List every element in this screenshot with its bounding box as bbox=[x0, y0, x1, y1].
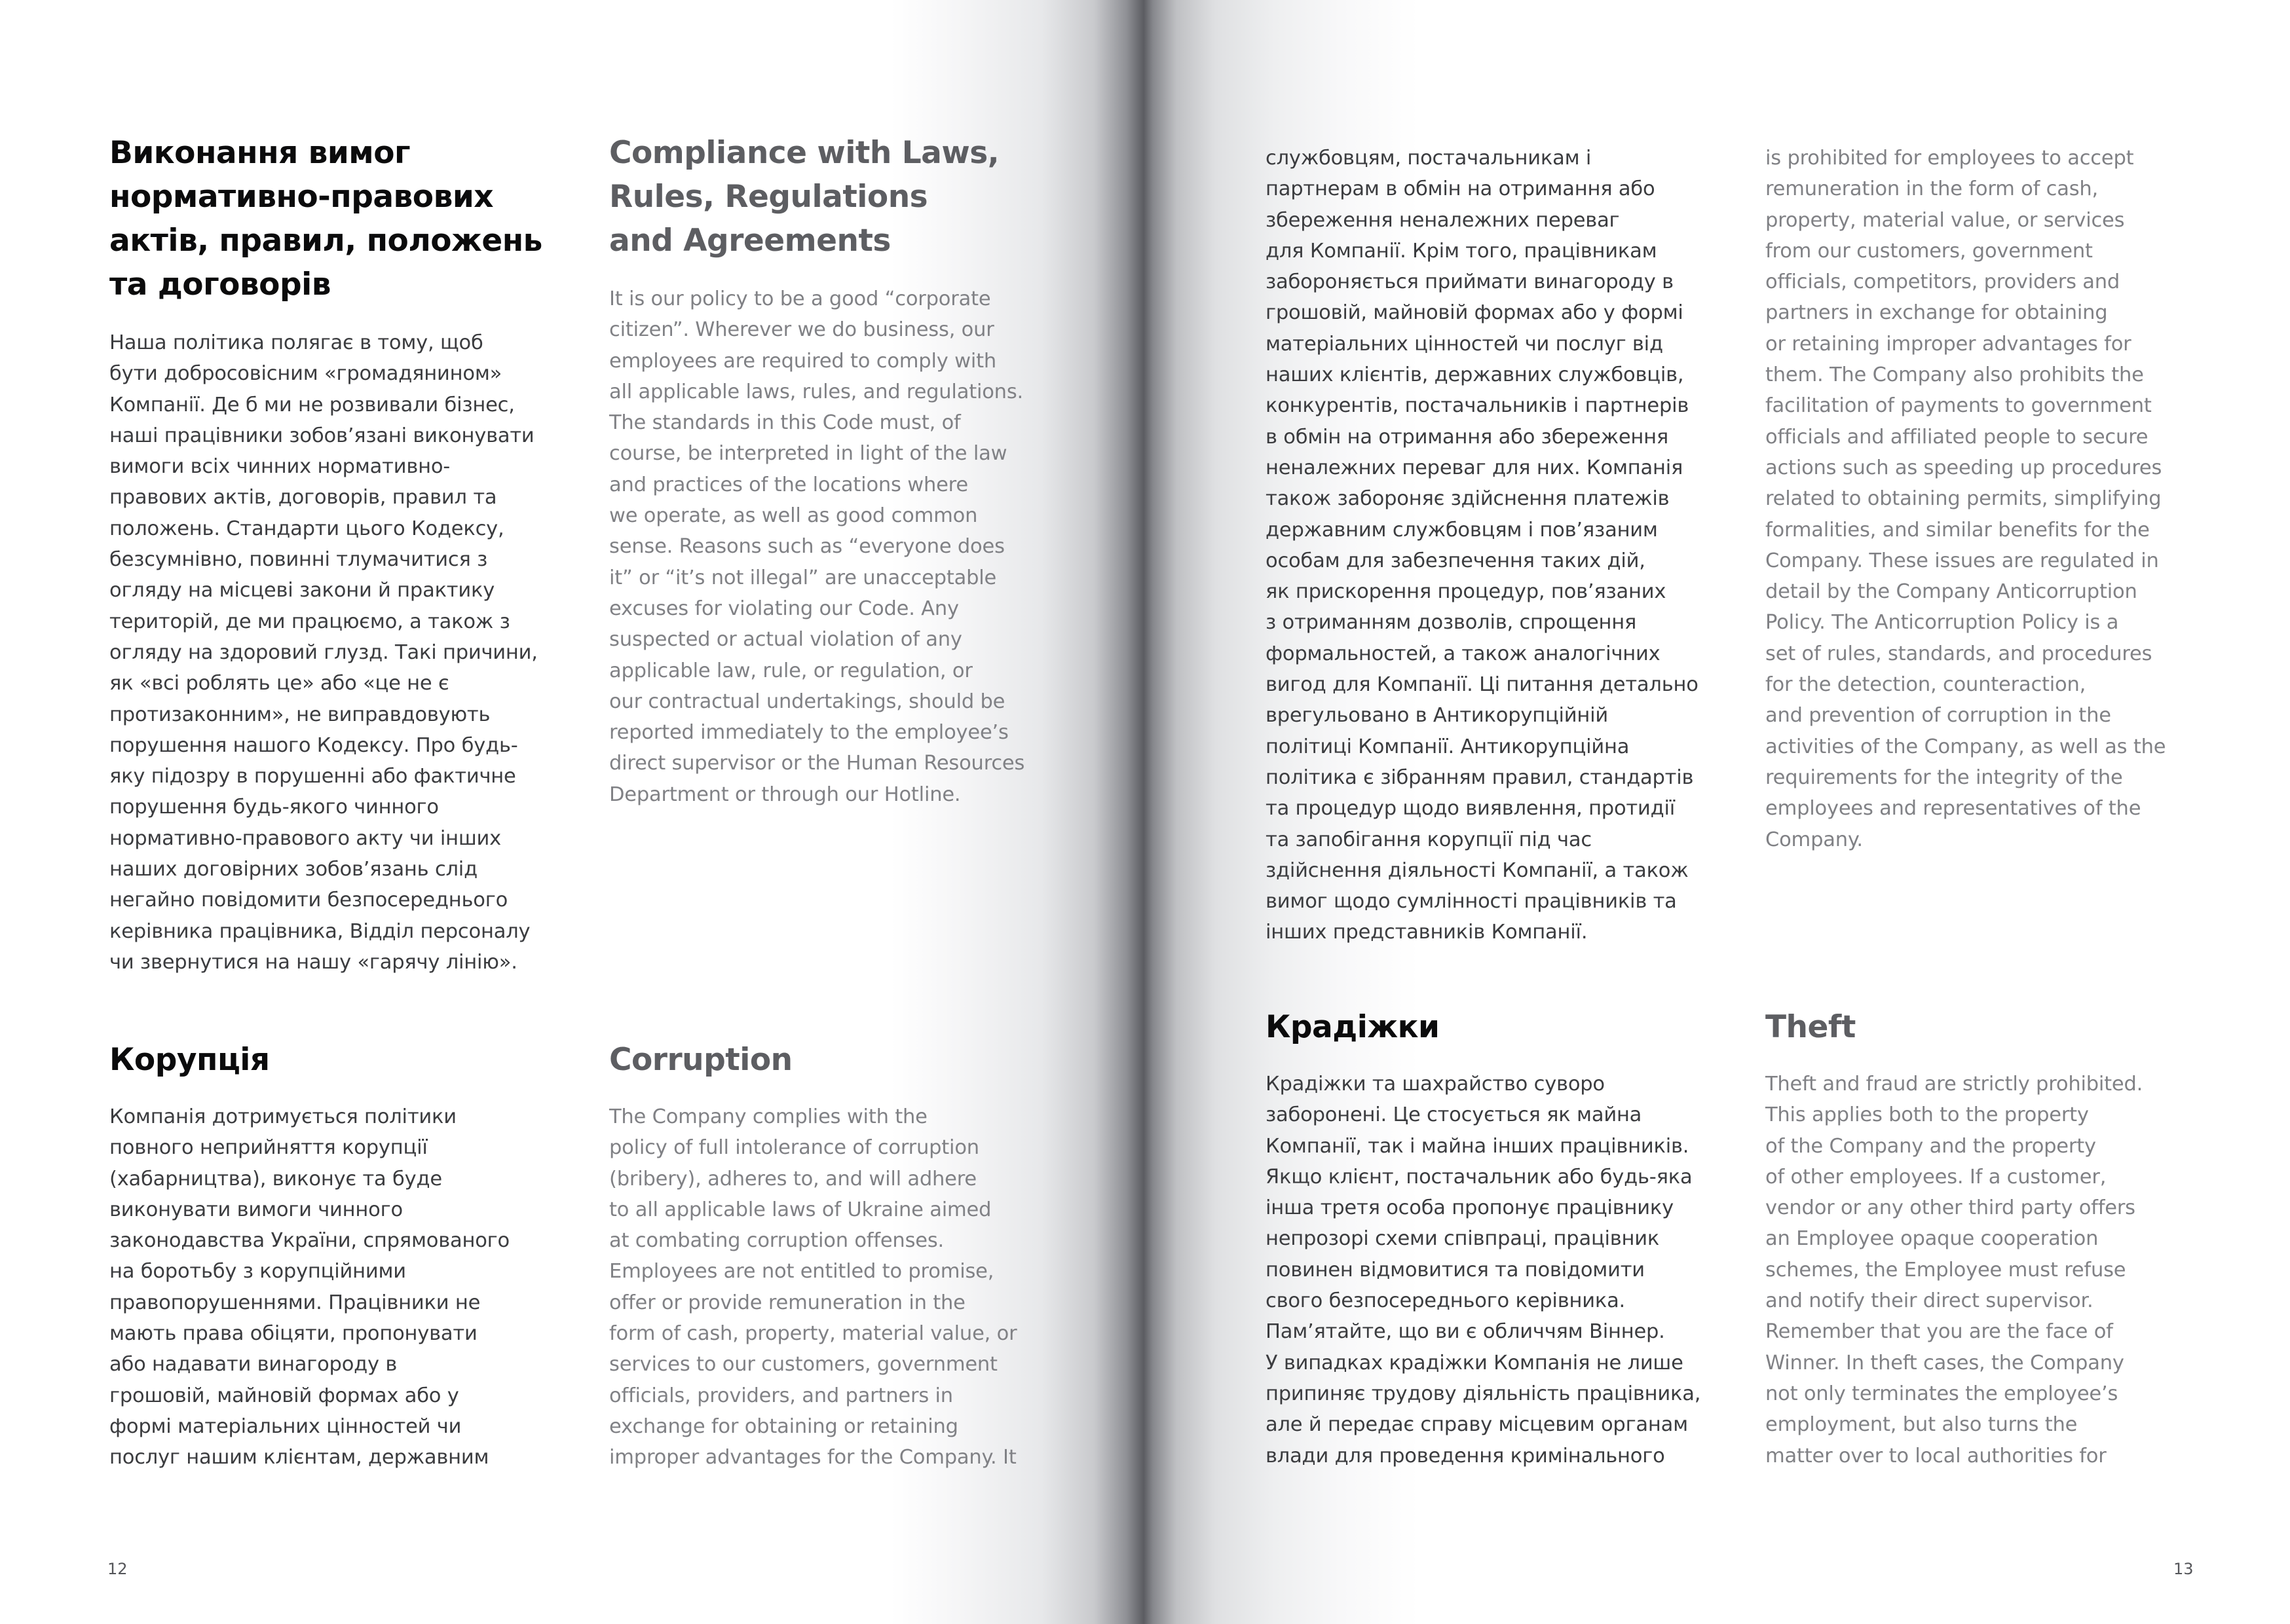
text-line: employees and representatives of the bbox=[1765, 797, 2141, 821]
section-corruption-ua-continued bbox=[1266, 143, 1724, 948]
text-line: наших договірних зобов’язань слід bbox=[109, 858, 478, 881]
text-line: matter over to local authorities for bbox=[1765, 1444, 2107, 1467]
section-body bbox=[1765, 143, 2237, 855]
text-line: offer or provide remuneration in the bbox=[609, 1291, 966, 1314]
text-line: Rules, Regulations bbox=[609, 179, 928, 215]
text-line: заборонені. Це стосується як майна bbox=[1266, 1103, 1642, 1127]
text-line: нормативно-правових bbox=[109, 179, 494, 215]
text-line: Корупція bbox=[109, 1042, 270, 1078]
text-line: of the Company and the property bbox=[1765, 1134, 2096, 1158]
text-line: актів, правил, положень bbox=[109, 223, 542, 259]
text-line: послуг нашим клієнтам, державним bbox=[109, 1446, 489, 1469]
section-compliance-ua bbox=[109, 131, 555, 978]
page-number: 13 bbox=[2173, 1560, 2194, 1578]
section-body bbox=[609, 1101, 1068, 1473]
text-line: територій, де ми працюємо, а також з bbox=[109, 610, 510, 633]
text-line: свого безпосереднього керівника. bbox=[1266, 1289, 1626, 1313]
text-line: огляду на місцеві закони й практику bbox=[109, 579, 495, 602]
text-line: Крадіжки bbox=[1266, 1009, 1440, 1045]
text-line: правопорушеннями. Працівники не bbox=[109, 1291, 481, 1314]
text-line: property, material value, or services bbox=[1765, 208, 2125, 232]
text-line: огляду на здоровий глузд. Такі причини, bbox=[109, 640, 538, 664]
text-line: exchange for obtaining or retaining bbox=[609, 1414, 958, 1438]
text-line: suspected or actual violation of any bbox=[609, 628, 962, 652]
text-line: and practices of the locations where bbox=[609, 473, 968, 496]
text-line: партнерам в обмін на отримання або bbox=[1266, 177, 1655, 201]
text-line: officials, competitors, providers and bbox=[1765, 270, 2120, 294]
text-line: наші працівники зобов’язані виконувати bbox=[109, 424, 535, 447]
text-line: Compliance with Laws, bbox=[609, 135, 1000, 171]
text-line: reported immediately to the employee’s bbox=[609, 721, 1009, 745]
text-line: Company. bbox=[1765, 828, 1863, 851]
text-line: formalities, and similar benefits for the bbox=[1765, 518, 2150, 542]
text-line: матеріальних цінностей чи послуг від bbox=[1266, 332, 1663, 356]
text-line: наших клієнтів, державних службовців, bbox=[1266, 363, 1684, 387]
text-line: вимог щодо сумлінності працівників та bbox=[1266, 890, 1677, 913]
text-line: керівника працівника, Відділ персоналу bbox=[109, 919, 531, 943]
section-heading bbox=[109, 1038, 555, 1082]
section-heading bbox=[609, 1038, 1068, 1082]
text-line: we operate, as well as good common bbox=[609, 504, 978, 528]
page-right bbox=[1144, 0, 2290, 1624]
text-line: та запобігання корупції під час bbox=[1266, 828, 1592, 851]
text-line: для Компанії. Крім того, працівникам bbox=[1266, 239, 1657, 263]
section-corruption-en-continued bbox=[1765, 143, 2237, 855]
text-line: and Agreements bbox=[609, 223, 891, 259]
text-line: Theft bbox=[1765, 1009, 1856, 1045]
text-line: This applies both to the property bbox=[1765, 1103, 2089, 1127]
text-line: services to our customers, government bbox=[609, 1353, 998, 1376]
text-line: порушення нашого Кодексу. Про будь- bbox=[109, 733, 518, 757]
section-theft-en bbox=[1765, 1005, 2237, 1471]
text-line: excuses for violating our Code. Any bbox=[609, 597, 959, 620]
text-line: not only terminates the employee’s bbox=[1765, 1382, 2118, 1405]
text-line: remuneration in the form of cash, bbox=[1765, 177, 2099, 201]
text-line: It is our policy to be a good “corporate bbox=[609, 287, 991, 310]
text-line: course, be interpreted in light of the law bbox=[609, 442, 1007, 466]
section-heading bbox=[1765, 1005, 2237, 1049]
text-line: an Employee opaque cooperation bbox=[1765, 1227, 2099, 1251]
text-line: грошовій, майновій формах або у формі bbox=[1266, 301, 1683, 325]
text-line: нормативно-правового акту чи інших bbox=[109, 826, 502, 850]
text-line: Theft and fraud are strictly prohibited. bbox=[1765, 1073, 2143, 1096]
text-line: Policy. The Anticorruption Policy is a bbox=[1765, 611, 2119, 635]
text-line: Виконання вимог bbox=[109, 135, 411, 171]
text-line: забороняється приймати винагороду в bbox=[1266, 270, 1674, 294]
text-line: як прискорення процедур, пов’язаних bbox=[1266, 580, 1666, 604]
text-line: здійснення діяльності Компанії, а також bbox=[1266, 858, 1689, 882]
text-line: влади для проведення кримінального bbox=[1266, 1444, 1665, 1467]
text-line: form of cash, property, material value, or bbox=[609, 1322, 1017, 1346]
text-line: policy of full intolerance of corruption bbox=[609, 1136, 979, 1160]
text-line: правових актів, договорів, правил та bbox=[109, 486, 497, 509]
section-body bbox=[1266, 1069, 1724, 1471]
text-line: та процедур щодо виявлення, протидії bbox=[1266, 797, 1676, 821]
text-line: activities of the Company, as well as the bbox=[1765, 735, 2166, 758]
text-line: збереження неналежних переваг bbox=[1266, 208, 1620, 232]
section-body bbox=[109, 327, 555, 978]
text-line: протизаконним», не виправдовують bbox=[109, 703, 491, 726]
text-line: повинен відмовитися та повідомити bbox=[1266, 1258, 1645, 1282]
text-line: Компанії, так і майна інших працівників. bbox=[1266, 1134, 1689, 1158]
text-line: The standards in this Code must, of bbox=[609, 411, 961, 435]
section-corruption-en bbox=[609, 1038, 1068, 1473]
text-line: грошовій, майновій формах або у bbox=[109, 1384, 459, 1407]
text-line: vendor or any other third party offers bbox=[1765, 1196, 2135, 1220]
text-line: Якщо клієнт, постачальник або будь-яка bbox=[1266, 1165, 1693, 1189]
text-line: from our customers, government bbox=[1765, 239, 2093, 263]
text-line: Крадіжки та шахрайство суворо bbox=[1266, 1073, 1605, 1096]
text-line: set of rules, standards, and procedures bbox=[1765, 642, 2152, 665]
text-line: безсумнівно, повинні тлумачитися з bbox=[109, 548, 488, 572]
text-line: державним службовцям і пов’язаним bbox=[1266, 518, 1658, 542]
text-line: Компанія дотримується політики bbox=[109, 1105, 457, 1128]
text-line: виконувати вимоги чинного bbox=[109, 1198, 403, 1221]
text-line: our contractual undertakings, should be bbox=[609, 690, 1005, 713]
text-line: положень. Стандарти цього Кодексу, bbox=[109, 517, 504, 540]
text-line: officials and affiliated people to secure bbox=[1765, 425, 2149, 449]
text-line: У випадках крадіжки Компанія не лише bbox=[1266, 1351, 1683, 1375]
text-line: applicable law, rule, or regulation, or bbox=[609, 659, 973, 682]
text-line: related to obtaining permits, simplifying bbox=[1765, 487, 2162, 511]
text-line: detail by the Company Anticorruption bbox=[1765, 580, 2137, 604]
text-line: негайно повідомити безпосереднього bbox=[109, 889, 508, 912]
text-line: формі матеріальних цінностей чи bbox=[109, 1414, 462, 1438]
text-line: schemes, the Employee must refuse bbox=[1765, 1258, 2126, 1282]
section-heading bbox=[609, 131, 1068, 263]
text-line: вигод для Компанії. Ці питання детально bbox=[1266, 673, 1699, 697]
section-heading bbox=[109, 131, 555, 306]
text-line: (хабарництва), виконує та буде bbox=[109, 1167, 442, 1190]
text-line: employment, but also turns the bbox=[1765, 1413, 2078, 1437]
text-line: Department or through our Hotline. bbox=[609, 783, 961, 806]
page-number: 12 bbox=[107, 1560, 128, 1578]
text-line: employees are required to comply with bbox=[609, 349, 996, 373]
text-line: and prevention of corruption in the bbox=[1765, 704, 2111, 728]
text-line: Компанії. Де б ми не розвивали бізнес, bbox=[109, 393, 515, 416]
text-line: Company. These issues are regulated in bbox=[1765, 549, 2159, 572]
text-line: officials, providers, and partners in bbox=[609, 1384, 953, 1407]
text-line: Employees are not entitled to promise, bbox=[609, 1260, 994, 1283]
text-line: вимоги всіх чинних нормативно- bbox=[109, 455, 451, 479]
text-line: requirements for the integrity of the bbox=[1765, 766, 2123, 789]
text-line: all applicable laws, rules, and regulations. bbox=[609, 380, 1023, 403]
text-line: особам для забезпечення таких дій, bbox=[1266, 549, 1645, 572]
text-line: (bribery), adheres to, and will adhere bbox=[609, 1167, 977, 1190]
text-line: citizen”. Wherever we do business, our bbox=[609, 318, 994, 342]
text-line: яку підозру в порушенні або фактичне bbox=[109, 765, 516, 788]
text-line: чи звернутися на нашу «гарячу лінію». bbox=[109, 950, 517, 974]
text-line: Наша політика полягає в тому, щоб bbox=[109, 331, 483, 354]
text-line: Пам’ятайте, що ви є обличчям Віннер. bbox=[1266, 1320, 1665, 1344]
section-corruption-ua bbox=[109, 1038, 555, 1473]
text-line: службовцям, постачальникам і bbox=[1266, 147, 1592, 170]
text-line: інших представників Компанії. bbox=[1266, 921, 1588, 944]
text-line: facilitation of payments to government bbox=[1765, 394, 2152, 418]
text-line: direct supervisor or the Human Resources bbox=[609, 752, 1025, 775]
text-line: бути добросовісним «громадянином» bbox=[109, 362, 502, 386]
text-line: інша третя особа пропонує працівнику bbox=[1266, 1196, 1674, 1220]
text-line: Corruption bbox=[609, 1042, 793, 1078]
text-line: конкурентів, постачальників і партнерів bbox=[1266, 394, 1689, 418]
text-line: мають права обіцяти, пропонувати bbox=[109, 1322, 478, 1346]
section-body bbox=[109, 1101, 555, 1473]
text-line: partners in exchange for obtaining bbox=[1765, 301, 2108, 325]
text-line: to all applicable laws of Ukraine aimed bbox=[609, 1198, 992, 1221]
text-line: The Company complies with the bbox=[609, 1105, 928, 1128]
text-line: of other employees. If a customer, bbox=[1765, 1165, 2107, 1189]
text-line: політика є зібранням правил, стандартів bbox=[1266, 766, 1694, 789]
text-line: at combating corruption offenses. bbox=[609, 1229, 945, 1253]
text-line: припиняє трудову діяльність працівника, bbox=[1266, 1382, 1701, 1405]
text-line: порушення будь-якого чинного bbox=[109, 796, 439, 819]
text-line: та договорів bbox=[109, 267, 331, 303]
section-theft-ua bbox=[1266, 1005, 1724, 1471]
text-line: як «всі роблять це» або «це не є bbox=[109, 672, 449, 695]
section-heading bbox=[1266, 1005, 1724, 1049]
text-line: врегульовано в Антикорупційній bbox=[1266, 704, 1609, 728]
section-compliance-en bbox=[609, 131, 1068, 810]
text-line: формальностей, а також аналогічних bbox=[1266, 642, 1661, 665]
text-line: actions such as speeding up procedures bbox=[1765, 456, 2162, 479]
section-body bbox=[609, 284, 1068, 810]
text-line: sense. Reasons such as “everyone does bbox=[609, 535, 1005, 559]
text-line: improper advantages for the Company. It bbox=[609, 1446, 1017, 1469]
text-line: на боротьбу з корупційними bbox=[109, 1260, 406, 1283]
text-line: непрозорі схеми співпраці, працівник bbox=[1266, 1227, 1660, 1251]
text-line: законодавства України, спрямованого bbox=[109, 1229, 510, 1253]
text-line: також забороняє здійснення платежів bbox=[1266, 487, 1670, 511]
text-line: Winner. In theft cases, the Company bbox=[1765, 1351, 2124, 1375]
text-line: або надавати винагороду в bbox=[109, 1353, 398, 1376]
text-line: але й передає справу місцевим органам bbox=[1266, 1413, 1688, 1437]
section-body bbox=[1765, 1069, 2237, 1471]
text-line: is prohibited for employees to accept bbox=[1765, 147, 2134, 170]
page-left bbox=[0, 0, 1144, 1624]
text-line: for the detection, counteraction, bbox=[1765, 673, 2086, 697]
text-line: Remember that you are the face of bbox=[1765, 1320, 2113, 1344]
text-line: повного неприйняття корупції bbox=[109, 1136, 428, 1160]
text-line: it” or “it’s not illegal” are unacceptable bbox=[609, 566, 997, 589]
text-line: them. The Company also prohibits the bbox=[1765, 363, 2144, 387]
text-line: політиці Компанії. Антикорупційна bbox=[1266, 735, 1630, 758]
text-line: в обмін на отримання або збереження bbox=[1266, 425, 1669, 449]
text-line: неналежних переваг для них. Компанія bbox=[1266, 456, 1683, 479]
text-line: and notify their direct supervisor. bbox=[1765, 1289, 2093, 1313]
section-body bbox=[1266, 143, 1724, 948]
text-line: з отриманням дозволів, спрощення bbox=[1266, 611, 1637, 635]
text-line: or retaining improper advantages for bbox=[1765, 332, 2131, 356]
